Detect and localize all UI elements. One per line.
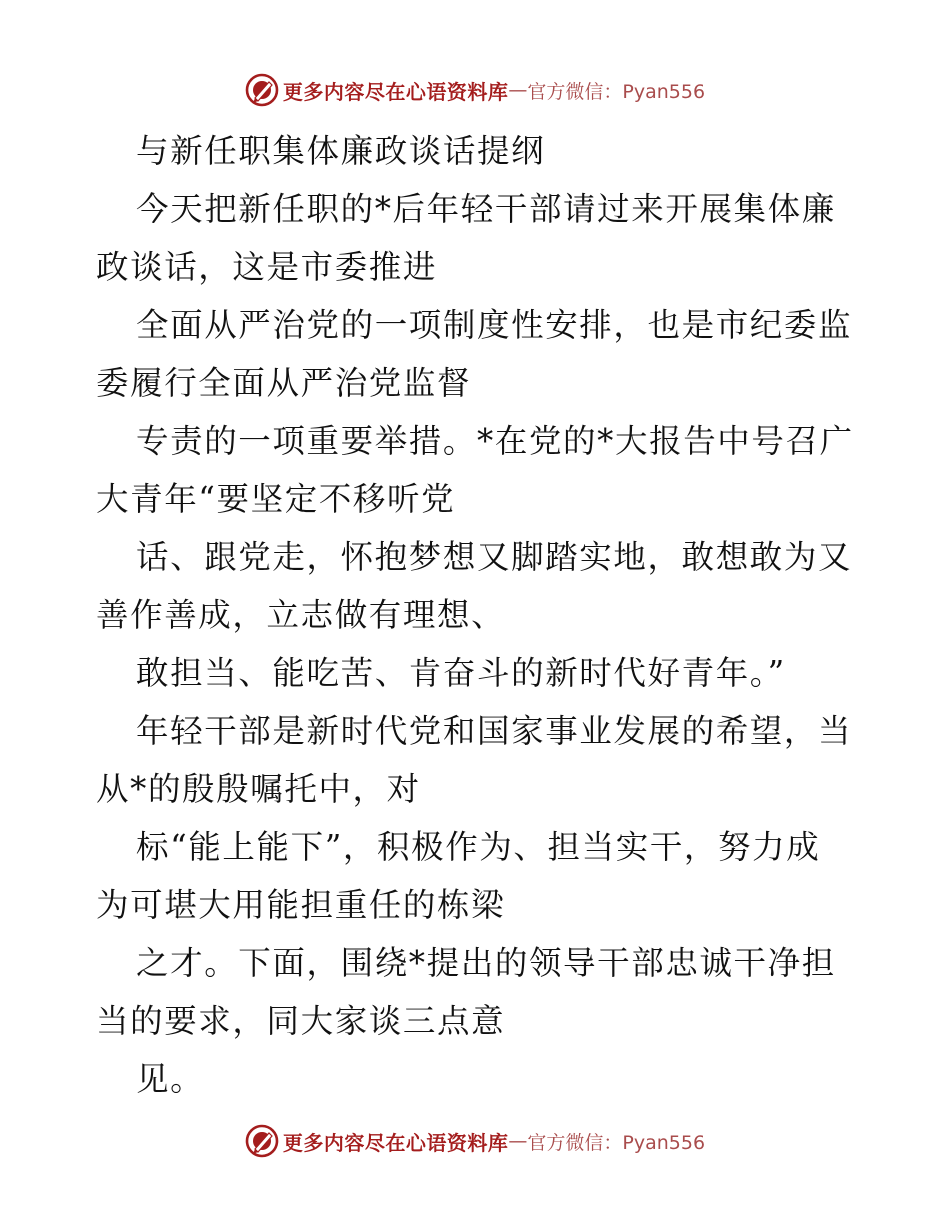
text-line: 善作善成，立志做有理想、 <box>96 596 506 634</box>
text-line: 从*的殷殷嘱托中，对 <box>96 770 421 808</box>
text-line: 专责的一项重要举措。*在党的*大报告中号召广 <box>136 422 854 460</box>
banner-wechat-text: 官方微信：Pyan556 <box>527 1131 706 1154</box>
text-line: 见。 <box>136 1060 205 1098</box>
pen-logo-icon <box>245 73 279 107</box>
banner-separator: — <box>508 1130 528 1152</box>
text-line: 为可堪大用能担重任的栋梁 <box>96 886 506 924</box>
text-line: 标“能上能下”，积极作为、担当实干，努力成 <box>136 828 821 866</box>
text-line: 敢担当、能吃苦、肯奋斗的新时代好青年。” <box>136 654 786 692</box>
text-line: 大青年“要坚定不移听党 <box>96 480 456 518</box>
banner-wechat-text: 官方微信：Pyan556 <box>527 80 706 103</box>
banner-main-text: 更多内容尽在心语资料库 <box>282 1130 509 1155</box>
footer-watermark-banner <box>0 1121 950 1161</box>
document-body <box>96 122 856 1108</box>
text-line: 之才。下面，围绕*提出的领导干部忠诚干净担 <box>136 944 836 982</box>
text-line: 当的要求，同大家谈三点意 <box>96 1002 506 1040</box>
text-line: 全面从严治党的一项制度性安排，也是市纪委监 <box>136 306 853 344</box>
pen-logo-icon <box>245 1124 279 1158</box>
banner-separator: — <box>508 79 528 101</box>
text-line: 委履行全面从严治党监督 <box>96 364 472 402</box>
text-line: 年轻干部是新时代党和国家事业发展的希望，当 <box>136 712 853 750</box>
text-line: 政谈话，这是市委推进 <box>96 248 438 286</box>
text-line: 话、跟党走，怀抱梦想又脚踏实地，敢想敢为又 <box>136 538 853 576</box>
header-watermark-banner <box>0 70 950 110</box>
banner-main-text: 更多内容尽在心语资料库 <box>282 79 509 104</box>
text-line: 今天把新任职的*后年轻干部请过来开展集体廉 <box>136 190 836 228</box>
document-title: 与新任职集体廉政谈话提纲 <box>136 132 546 170</box>
